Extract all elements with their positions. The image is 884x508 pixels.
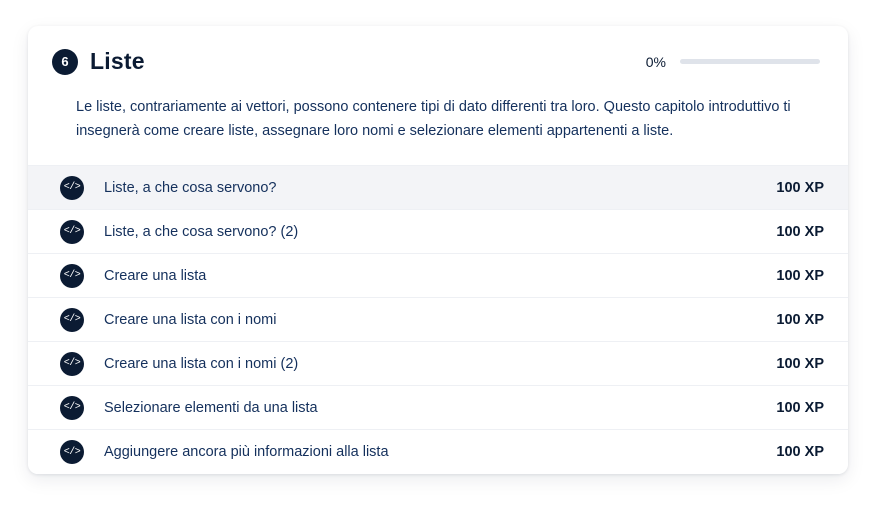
lesson-title: Creare una lista con i nomi (2) <box>104 355 299 372</box>
lesson-xp-badge: 100 XP <box>776 399 824 416</box>
lesson-row[interactable] <box>28 430 848 474</box>
chapter-description: Le liste, contrariamente ai vettori, possono contenere tipi di dato differenti tra loro. Questo capitolo introduttivo ti insegnerà come creare liste, assegnare loro nomi e selezionare elementi appartenenti a liste. <box>76 99 791 140</box>
lesson-row[interactable] <box>28 210 848 254</box>
lesson-title: Liste, a che cosa servono? <box>104 179 277 196</box>
header-row <box>52 48 824 75</box>
code-icon: </> <box>60 352 84 376</box>
lesson-xp-badge: 100 XP <box>776 444 824 461</box>
progress-bar <box>680 59 820 64</box>
lesson-xp-badge: 100 XP <box>776 355 824 372</box>
lesson-row[interactable] <box>28 166 848 210</box>
lesson-xp-badge: 100 XP <box>776 311 824 328</box>
lesson-list <box>28 165 848 474</box>
chapter-header <box>28 26 848 165</box>
lesson-xp-badge: 100 XP <box>776 223 824 240</box>
chapter-number-badge: 6 <box>52 49 78 75</box>
code-icon: </> <box>60 308 84 332</box>
code-icon: </> <box>60 396 84 420</box>
code-icon: </> <box>60 264 84 288</box>
progress-percent-label: 0% <box>645 53 666 70</box>
lesson-row[interactable] <box>28 298 848 342</box>
chapter-title-group <box>52 48 145 75</box>
lesson-row[interactable] <box>28 254 848 298</box>
page-title: Liste <box>90 48 145 74</box>
lesson-xp-badge: 100 XP <box>776 267 824 284</box>
code-icon: </> <box>60 176 84 200</box>
lesson-title: Creare una lista <box>104 267 207 284</box>
lesson-title: Creare una lista con i nomi <box>104 311 277 328</box>
code-icon: </> <box>60 440 84 464</box>
chapter-progress <box>646 54 824 70</box>
lesson-row[interactable] <box>28 386 848 430</box>
chapter-card <box>28 26 848 474</box>
lesson-title: Aggiungere ancora più informazioni alla lista <box>104 444 389 461</box>
code-icon: </> <box>60 220 84 244</box>
lesson-title: Selezionare elementi da una lista <box>104 399 318 416</box>
lesson-title: Liste, a che cosa servono? (2) <box>104 223 299 240</box>
lesson-xp-badge: 100 XP <box>776 179 824 196</box>
lesson-row[interactable] <box>28 342 848 386</box>
